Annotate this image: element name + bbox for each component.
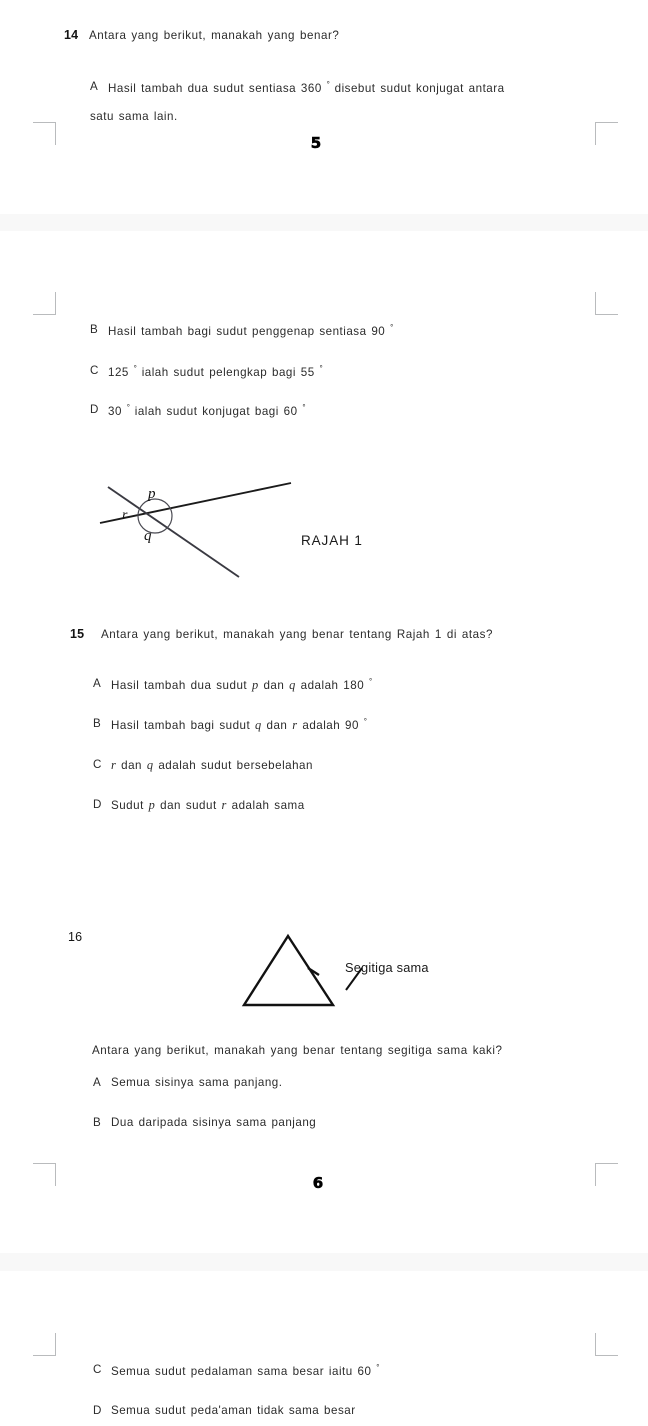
option-letter-15-D: D [93, 798, 102, 811]
page-separator-band-2 [0, 1253, 648, 1271]
figure-rajah-1 [95, 470, 315, 590]
degree-symbol: ° [319, 364, 323, 373]
crop-mark-top-left-page5 [33, 122, 56, 145]
option-text-14-A-line2: satu sama lain. [90, 110, 178, 123]
option-letter-14-C: C [90, 364, 99, 377]
page-folio-5: 5 [310, 134, 322, 152]
crop-mark-top-right-page5 [595, 122, 618, 145]
option-text-15-D [111, 798, 305, 813]
variable-r: r [292, 717, 298, 732]
option-letter-14-A: A [90, 80, 99, 93]
page-folio-6: 6 [312, 1174, 324, 1192]
crop-mark-top-right-page6 [595, 1163, 618, 1186]
option-14-D-part1: 30 [108, 404, 127, 418]
option-letter-15-C: C [93, 758, 102, 771]
degree-symbol: ° [126, 403, 130, 412]
rajah-1-svg [95, 470, 315, 590]
option-text-14-C [108, 364, 323, 379]
degree-symbol: ° [363, 717, 367, 726]
option-14-B-part1: Hasil tambah bagi sudut penggenap sentiasa 90 [108, 324, 391, 338]
question-number-14: 14 [64, 28, 79, 42]
option-15-B-part2: dan [261, 718, 293, 732]
equilateral-triangle [244, 936, 333, 1005]
option-15-A-part2: dan [258, 678, 290, 692]
variable-q: q [289, 677, 296, 692]
option-letter-14-D: D [90, 403, 99, 416]
question-number-16: 16 [68, 930, 83, 944]
option-text-16-D: Semua sudut peda'aman tidak sama besar [111, 1404, 356, 1417]
variable-p: p [251, 677, 259, 692]
option-15-C-part2: dan [116, 759, 147, 772]
crop-mark-bottom-left-page6b [33, 1333, 56, 1356]
option-letter-16-D: D [93, 1404, 102, 1417]
degree-symbol: ° [376, 1363, 380, 1372]
option-15-B-part3: adalah 90 [297, 718, 364, 732]
option-text-14-D [108, 403, 306, 418]
option-15-B-part1: Hasil tambah bagi sudut [111, 718, 256, 732]
option-15-A-part1: Hasil tambah dua sudut [111, 678, 252, 692]
angle-label-r: r [122, 508, 128, 523]
variable-r: r [221, 798, 227, 812]
degree-symbol: ° [133, 364, 137, 373]
variable-r: r [111, 758, 117, 772]
rajah-1-line-a [100, 483, 291, 523]
degree-symbol: ° [302, 403, 306, 412]
figure-caption-rajah-1: RAJAH 1 [301, 533, 363, 548]
option-letter-16-B: B [93, 1116, 102, 1129]
option-letter-16-A: A [93, 1076, 102, 1089]
option-15-D-part1: Sudut [111, 799, 149, 812]
question-number-15: 15 [70, 627, 85, 641]
question-stem-16: Antara yang berikut, manakah yang benar tentang segitiga sama kaki? [92, 1044, 503, 1057]
option-letter-16-C: C [93, 1363, 102, 1376]
variable-q: q [255, 717, 262, 732]
option-letter-14-B: B [90, 323, 99, 336]
option-14-C-part1: 125 [108, 365, 134, 379]
option-letter-15-A: A [93, 677, 102, 690]
angle-label-q: q [144, 528, 152, 544]
option-text-15-A [111, 677, 372, 693]
option-14-D-part2: ialah sudut konjugat bagi 60 [129, 404, 303, 418]
option-15-D-part2: dan sudut [155, 799, 222, 812]
degree-symbol: ° [368, 677, 373, 686]
crop-mark-bottom-right-page5b [595, 292, 618, 315]
option-letter-15-B: B [93, 717, 102, 730]
angle-label-p: p [148, 486, 156, 502]
option-14-A-part2: disebut sudut konjugat antara [329, 81, 505, 95]
option-text-16-A: Semua sisinya sama panjang. [111, 1076, 283, 1089]
option-text-16-C [111, 1363, 379, 1378]
option-14-C-part2: ialah sudut pelengkap bagi 55 [136, 365, 320, 379]
degree-symbol: ° [326, 80, 330, 89]
option-15-D-part3: adalah sama [226, 799, 305, 812]
option-text-15-B [111, 717, 367, 733]
option-15-A-part3: adalah 180 [295, 678, 369, 692]
degree-symbol: ° [390, 323, 394, 332]
crop-mark-bottom-left-page5b [33, 292, 56, 315]
page-separator-band-1 [0, 214, 648, 231]
question-stem-15: Antara yang berikut, manakah yang benar tentang Rajah 1 di atas? [101, 628, 494, 641]
question-stem-14: Antara yang berikut, manakah yang benar? [89, 29, 340, 42]
variable-q: q [146, 758, 154, 772]
variable-p: p [148, 798, 156, 812]
option-15-C-part3: adalah sudut bersebelahan [153, 759, 313, 772]
option-text-16-B: Dua daripada sisinya sama panjang [111, 1116, 317, 1129]
option-text-15-C [111, 758, 313, 773]
figure-annotation-segitiga-sama: Segitiga sama [345, 960, 429, 975]
option-14-A-part1: Hasil tambah dua sudut sentiasa 360 [108, 81, 327, 95]
option-text-14-B [108, 323, 393, 338]
crop-mark-bottom-right-page6b [595, 1333, 618, 1356]
option-text-14-A-line1 [108, 80, 505, 95]
rajah-1-line-b [108, 487, 239, 577]
crop-mark-top-left-page6 [33, 1163, 56, 1186]
option-16-C-part1: Semua sudut pedalaman sama besar iaitu 60 [111, 1364, 377, 1378]
